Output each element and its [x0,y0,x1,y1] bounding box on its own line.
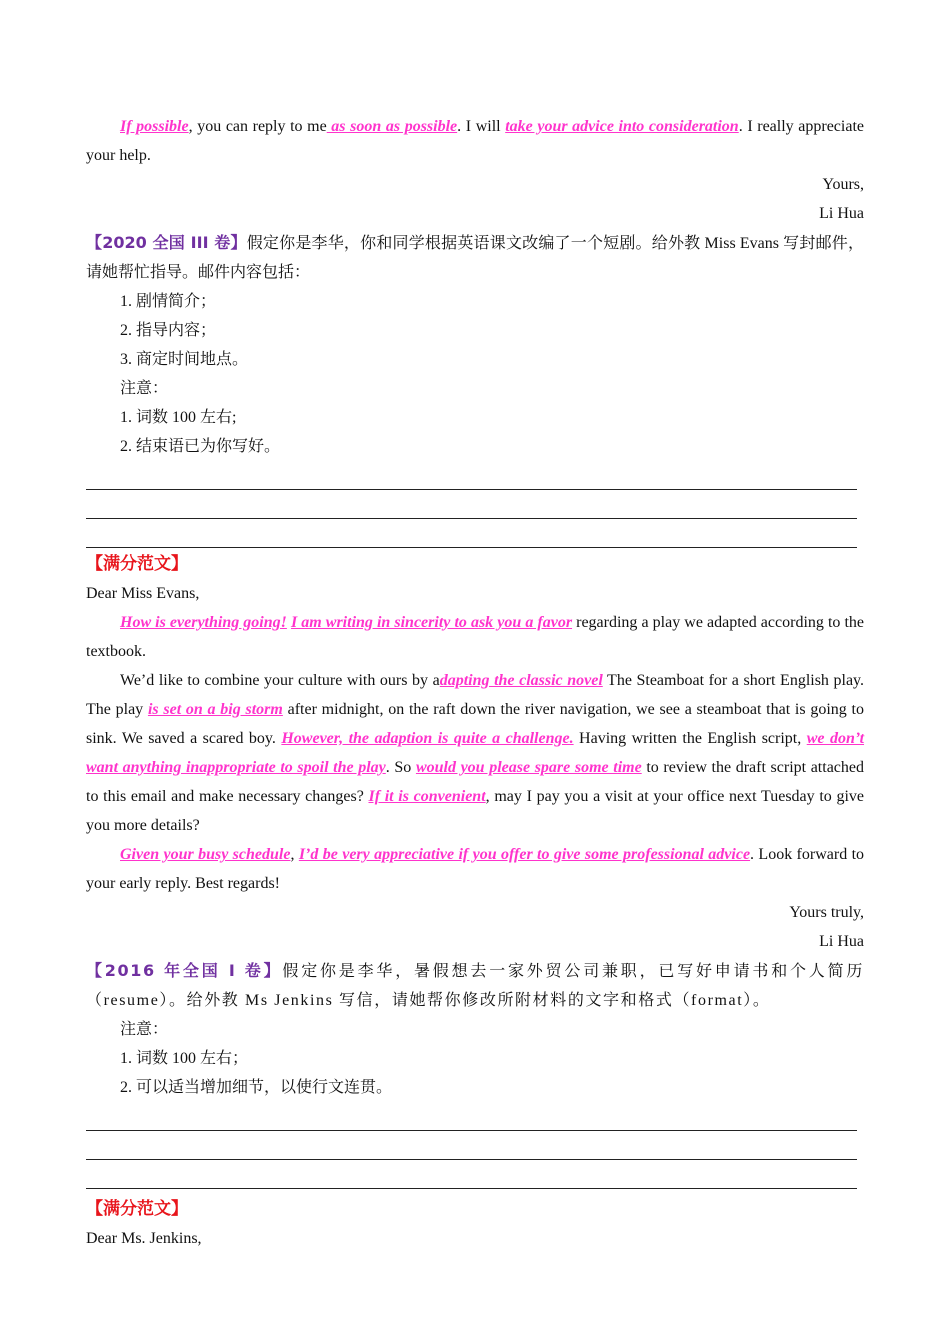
highlight-phrase: However, the adaption is quite a challenge. [281,730,574,747]
highlight-phrase: I am writing in sincerity to ask you a favor [290,614,573,631]
highlight-phrase: take your advice into consideration [505,118,739,135]
highlight-phrase: If it is convenient [368,788,486,805]
task1-item: 注意： [120,380,169,397]
text-run: , may I pay you a visit at your office next Tuesday to give you more details? [86,788,865,834]
text-run: . So [385,759,416,776]
text-run: Having written the English script, [573,730,807,747]
text-run: . I really appreciate your help. [86,118,865,164]
answer-line [86,1131,857,1160]
highlight-phrase: How is everything going! [120,614,287,631]
document-page [86,112,864,1253]
task1-item: 1. 词数 100 左右; [120,409,237,426]
answer-line [86,490,857,519]
letter1-closing: Yours, [822,176,864,193]
sample1-paragraph-3 [86,840,864,898]
text-run: to review the draft script attached to this email and make necessary changes? [86,759,865,805]
text-run: . I will [457,118,506,135]
task1-item: 1. 剧情简介； [120,293,217,310]
task1-prompt-text: 假定你是李华，你和同学根据英语课文改编了一个短剧。给外教 Miss Evans 写封邮件，请她帮忙指导。邮件内容包括： [86,235,864,281]
task2-item: 注意： [120,1021,169,1038]
task1-prompt [86,228,864,287]
task2-item: 1. 词数 100 左右； [120,1050,249,1067]
letter1-signature: Li Hua [819,205,864,222]
task2-prompt-text: 假定你是李华，暑假想去一家外贸公司兼职，已写好申请书和个人简历（resume）。给外教 Ms Jenkins 写信，请她帮你修改所附材料的文字和格式（format）。 [86,963,864,1009]
letter1-paragraph [86,112,864,170]
highlight-phrase: would you please spare some time [415,759,642,776]
text-run: , [290,846,299,863]
answer-line [86,1160,857,1189]
highlight-phrase: If possible [120,118,189,135]
answer-line [86,461,857,490]
sample2-heading: 【满分范文】 [86,1199,188,1219]
highlight-phrase: is set on a big storm [147,701,283,718]
answer-line [86,519,857,548]
text-run: after midnight, on the raft down the river navigation, we see a steamboat that is going to sink. We saved a scared boy. [86,701,864,747]
sample1-closing: Yours truly, [789,904,864,921]
text-run: . Look forward to your early reply. Best regards! [86,846,865,892]
sample1-signature: Li Hua [819,933,864,950]
task1-item: 2. 指导内容； [120,322,217,339]
task2-heading: 【2016 年全国 I 卷】 [86,961,283,980]
highlight-phrase: as soon as possible [326,118,458,135]
task2-prompt [86,956,864,1015]
highlight-phrase: I’d be very appreciative if you offer to give some professional advice [298,846,751,863]
highlight-phrase: we don’t want anything inappropriate to spoil the play [86,730,865,776]
sample1-paragraph-2 [86,666,864,840]
sample1-heading: 【满分范文】 [86,554,188,574]
task1-item: 3. 商定时间地点。 [120,351,249,368]
text-run: , you can reply to me [188,118,327,135]
highlight-phrase: Given your busy schedule [120,846,291,863]
task2-item: 2. 可以适当增加细节，以使行文连贯。 [120,1079,393,1096]
answer-line [86,1102,857,1131]
task1-item: 2. 结束语已为你写好。 [120,438,281,455]
sample1-heading-row [86,550,864,579]
sample2-heading-row [86,1195,864,1224]
sample1-greeting: Dear Miss Evans, [86,585,200,602]
sample2-greeting: Dear Ms. Jenkins, [86,1230,202,1247]
task1-heading: 【2020 全国 III 卷】 [86,233,247,252]
highlight-phrase: dapting the classic novel [439,672,603,689]
text-run: The Steamboat for a short English play. The play [86,672,865,718]
text-run: We’d like to combine your culture with ours by a [120,672,440,689]
text-run: regarding a play we adapted according to the textbook. [86,614,865,660]
sample1-paragraph-1 [86,608,864,666]
